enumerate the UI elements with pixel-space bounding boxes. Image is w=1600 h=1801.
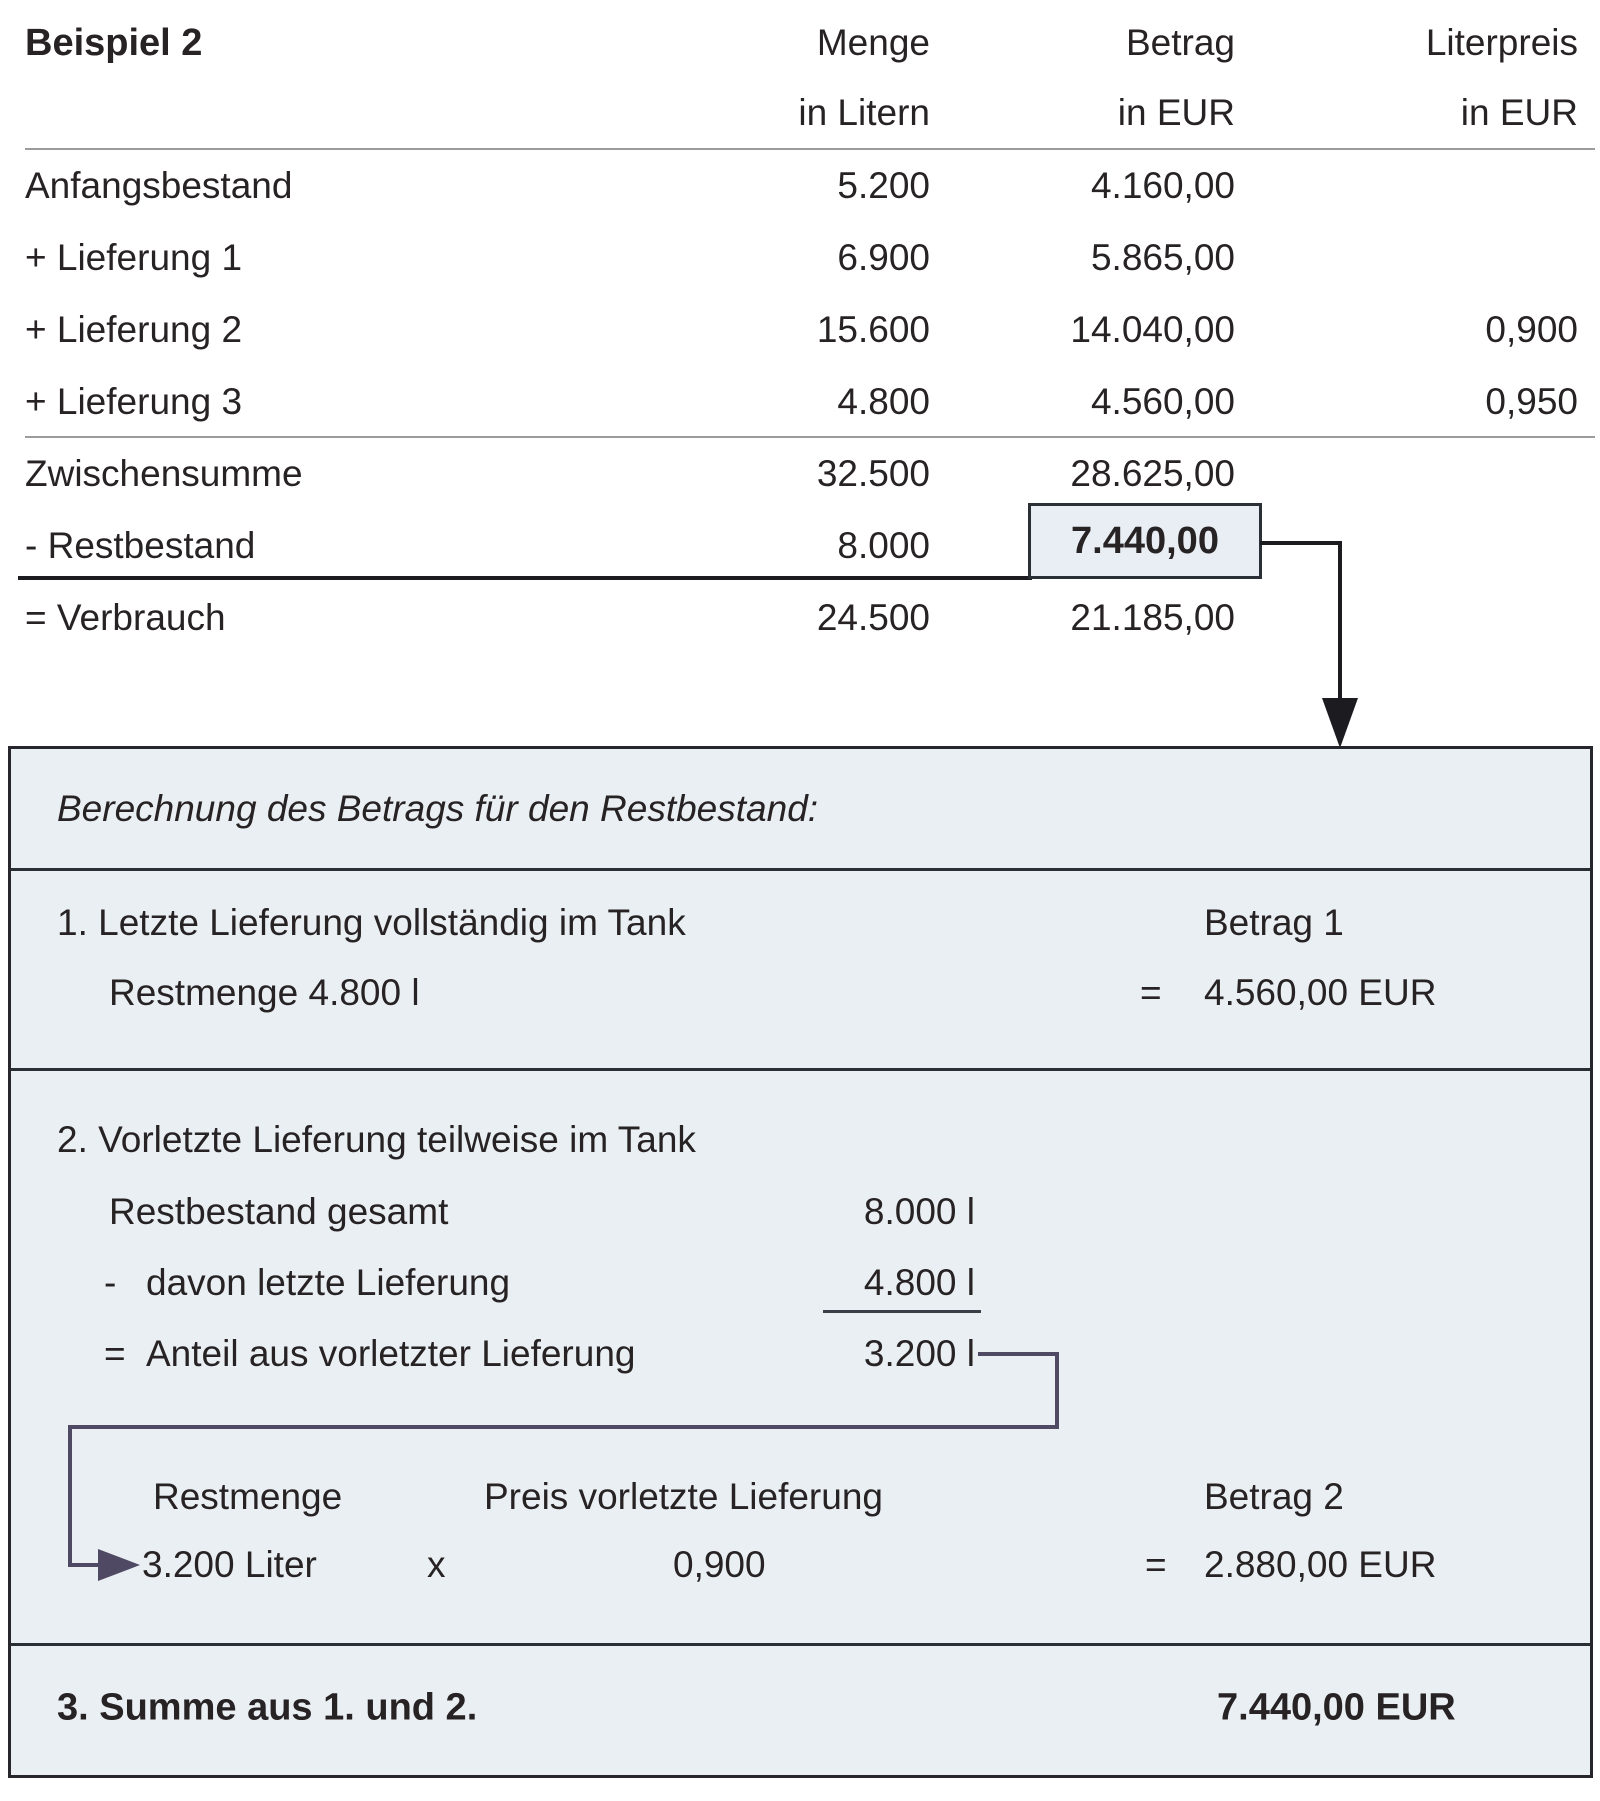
table-header [25,8,1595,150]
calculation-box [8,746,1593,1778]
s1-equals-sign: = [1140,972,1162,1013]
connector-line-vertical [1338,541,1342,699]
s2-title: 2. Vorletzte Lieferung teilweise im Tank [57,1119,696,1160]
s1-result-value: 4.560,00 EUR [1204,972,1437,1013]
row-menge: 32.500 [816,453,930,494]
col-header-betrag: Betrag [1125,22,1235,63]
s2-col2-header: Preis vorletzte Lieferung [484,1476,883,1517]
col-header-betrag-unit: in EUR [1117,92,1235,133]
flow-connector-right-vertical [1055,1352,1059,1429]
s2-row-value: 4.800 l [863,1262,975,1303]
s2-row-prefix: - [104,1262,117,1303]
s2-result-label: Betrag 2 [1204,1476,1344,1517]
row-betrag: 5.865,00 [1090,237,1235,278]
s2-result-value: 2.880,00 EUR [1204,1544,1437,1585]
table-row-verbrauch [25,582,1595,654]
s2-price: 0,900 [673,1544,766,1585]
calc-section-1 [11,868,1590,1068]
calc-heading-section [11,749,1590,868]
row-label: + Lieferung 3 [25,381,243,422]
flow-connector-dash [978,1352,1057,1356]
s2-row-prefix: = [104,1333,126,1374]
flow-connector-left-vertical [68,1425,72,1567]
row-menge: 5.200 [837,165,930,206]
highlighted-restbestand-value [1028,503,1262,579]
row-label: + Lieferung 2 [25,309,243,350]
row-menge: 4.800 [837,381,930,422]
calc-heading: Berechnung des Betrags für den Restbestand: [57,787,819,829]
row-menge: 15.600 [816,309,930,350]
row-betrag: 21.185,00 [1070,597,1235,638]
row-menge: 8.000 [837,525,930,566]
col-header-menge: Menge [816,22,930,63]
calc-section-3 [11,1643,1590,1772]
row-betrag: 14.040,00 [1070,309,1235,350]
highlighted-value-text: 7.440,00 [1071,519,1219,562]
s1-title: 1. Letzte Lieferung vollständig im Tank [57,902,686,943]
s2-row-value: 8.000 l [863,1191,975,1232]
table-row [25,294,1595,366]
col-header-menge-unit: in Litern [798,92,930,133]
table-row-zwischensumme [25,438,1595,510]
row-label: = Verbrauch [25,597,226,638]
arrow-down-icon [1322,698,1358,748]
s2-row-label: davon letzte Lieferung [146,1262,511,1303]
row-label: - Restbestand [25,525,256,566]
row-betrag: 4.160,00 [1090,165,1235,206]
s3-label: 3. Summe aus 1. und 2. [57,1686,478,1729]
flow-connector-stub [68,1563,98,1567]
s1-result-label: Betrag 1 [1204,902,1344,943]
table-title: Beispiel 2 [25,22,203,64]
row-literpreis [1235,582,1578,654]
row-label: + Lieferung 1 [25,237,243,278]
table-row [25,150,1595,222]
col-header-literpreis: Literpreis [1425,22,1578,63]
row-literpreis [1235,438,1578,510]
row-literpreis [1235,150,1578,222]
row-label: Zwischensumme [25,453,303,494]
connector-line-horizontal [1260,541,1342,545]
row-label: Anfangsbestand [25,165,293,206]
stock-table [25,8,1595,654]
row-literpreis: 0,950 [1485,381,1578,422]
calc-section-2 [11,1068,1590,1643]
row-menge: 6.900 [837,237,930,278]
s3-total-value: 7.440,00 EUR [1217,1686,1456,1729]
arrow-right-icon [98,1549,140,1581]
row-betrag: 4.560,00 [1090,381,1235,422]
s2-col1-header: Restmenge [153,1476,343,1517]
table-row [25,222,1595,294]
row-menge: 24.500 [816,597,930,638]
table-row-restbestand [25,510,1595,582]
s2-qty: 3.200 Liter [142,1544,317,1585]
s2-row-label: Restbestand gesamt [109,1191,449,1232]
s2-equals-sign: = [1145,1544,1167,1585]
subtraction-rule [823,1310,981,1313]
row-literpreis [1235,222,1578,294]
s2-row-value: 3.200 l [863,1333,975,1374]
s2-times-sign: x [427,1544,446,1585]
table-row [25,366,1595,438]
col-header-literpreis-unit: in EUR [1460,92,1578,133]
row-betrag: 28.625,00 [1070,453,1235,494]
s1-restmenge: Restmenge 4.800 l [109,972,420,1013]
flow-connector-horizontal [68,1425,1059,1429]
sum-rule [18,576,1032,580]
row-literpreis: 0,900 [1485,309,1578,350]
col-header-spacer [25,78,525,148]
s2-row-label: Anteil aus vorletzter Lieferung [146,1333,636,1374]
row-literpreis [1235,510,1578,582]
